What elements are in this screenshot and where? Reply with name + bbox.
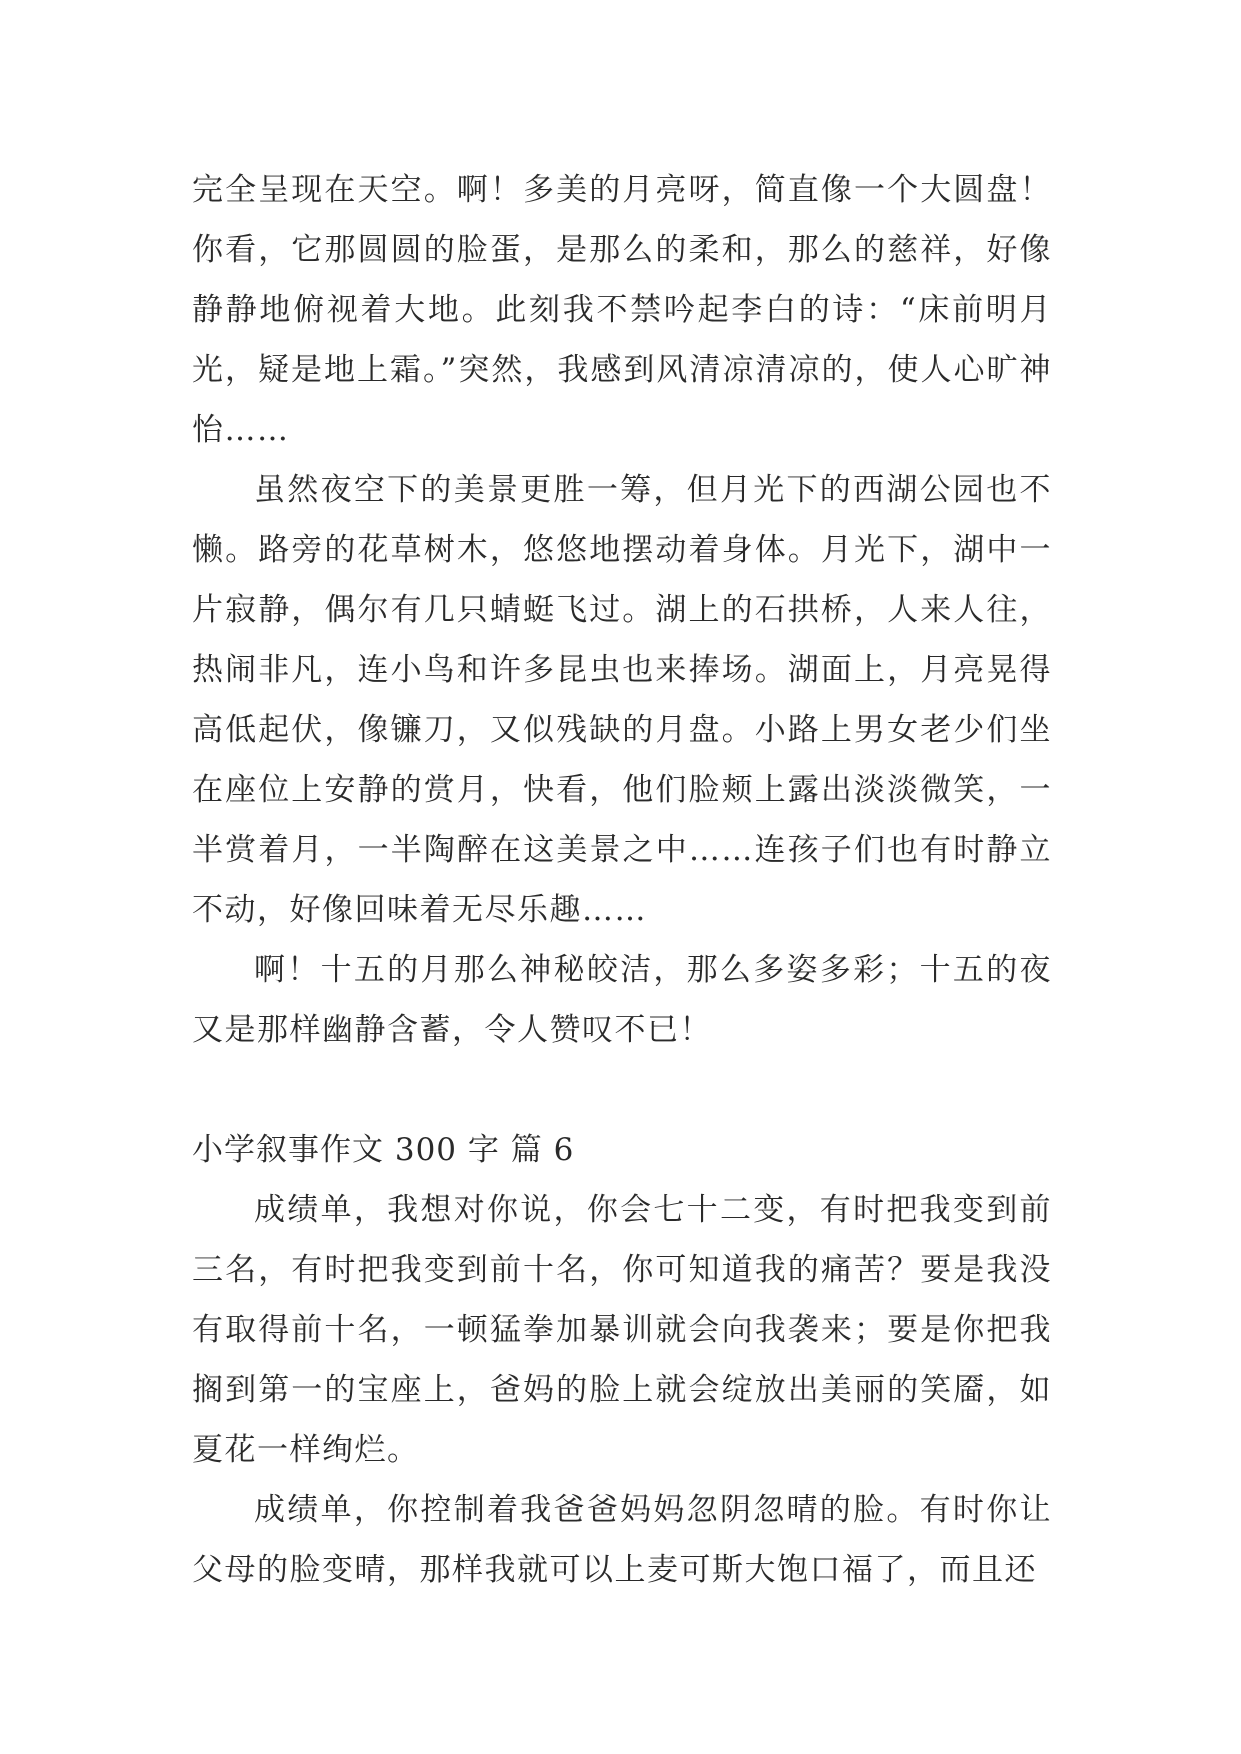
paragraph-report-card-2: 成绩单，你控制着我爸爸妈妈忽阴忽晴的脸。有时你让父母的脸变晴，那样我就可以上麦可斯大饱口福了，而且还: [192, 1492, 1052, 1588]
document-body: [192, 160, 1052, 1600]
paragraph-moon-exclamation: 啊！十五的月那么神秘皎洁，那么多姿多彩；十五的夜又是那样幽静含蓄，令人赞叹不已！: [192, 952, 1052, 1048]
section-spacer: [192, 1060, 1052, 1120]
paragraph-moon-description: 完全呈现在天空。啊！多美的月亮呀，简直像一个大圆盘！你看，它那圆圆的脸蛋，是那么的柔和，那么的慈祥，好像静静地俯视着大地。此刻我不禁吟起李白的诗：“床前明月光，疑是地上霜。”突然，我感到风清凉清凉的，使人心旷神怡……: [192, 172, 1052, 448]
paragraph-report-card-1: 成绩单，我想对你说，你会七十二变，有时把我变到前三名，有时把我变到前十名，你可知道我的痛苦？要是我没有取得前十名，一顿猛拳加暴训就会向我袭来；要是你把我搁到第一的宝座上，爸妈的脸上就会绽放出美丽的笑靥，如夏花一样绚烂。: [192, 1192, 1052, 1468]
section-title: 小学叙事作文 300 字 篇 6: [192, 1132, 575, 1168]
paragraph-west-lake-park: 虽然夜空下的美景更胜一筹，但月光下的西湖公园也不懒。路旁的花草树木，悠悠地摆动着身体。月光下，湖中一片寂静，偶尔有几只蜻蜓飞过。湖上的石拱桥，人来人往，热闹非凡，连小鸟和许多昆虫也来捧场。湖面上，月亮晃得高低起伏，像镰刀，又似残缺的月盘。小路上男女老少们坐在座位上安静的赏月，快看，他们脸颊上露出淡淡微笑，一半赏着月，一半陶醉在这美景之中……连孩子们也有时静立不动，好像回味着无尽乐趣……: [192, 472, 1052, 928]
